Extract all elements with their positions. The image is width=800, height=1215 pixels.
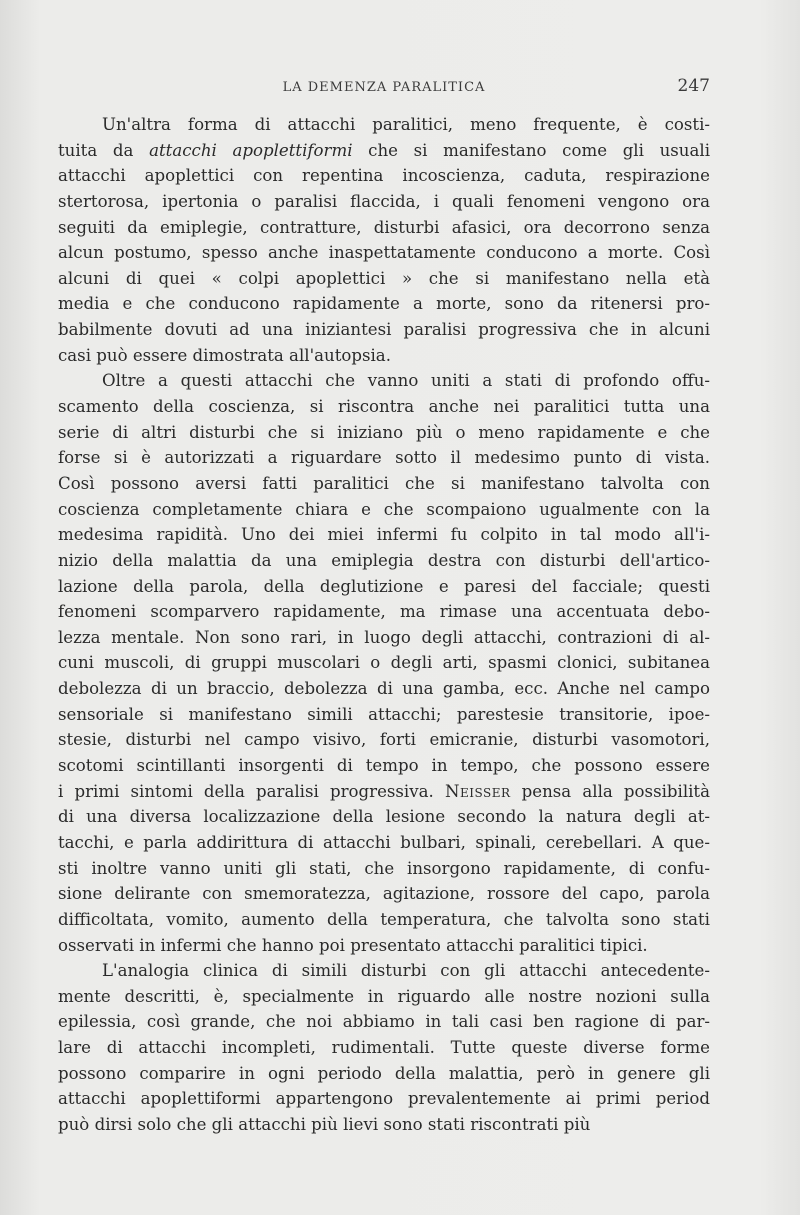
text-line bbox=[58, 702, 710, 728]
text-line bbox=[58, 984, 710, 1010]
text-line bbox=[58, 804, 710, 830]
text-line bbox=[58, 1061, 710, 1087]
line-text: di una diversa localizzazione della lesione secondo la natura degli at- bbox=[58, 807, 710, 827]
text-line bbox=[58, 240, 710, 266]
line-text: tuita da bbox=[58, 140, 150, 160]
line-text: sione delirante con smemoratezza, agitazione, rossore del capo, parola bbox=[58, 884, 710, 904]
line-text: può dirsi solo che gli attacchi più lievi sono stati riscontrati più bbox=[58, 1114, 591, 1134]
author-name: Neisser bbox=[444, 781, 511, 801]
text-line bbox=[58, 394, 710, 420]
text-line bbox=[58, 727, 710, 753]
line-text: forse si è autorizzati a riguardare sotto il medesimo punto di vista. bbox=[58, 448, 710, 468]
text-line bbox=[58, 548, 710, 574]
text-line bbox=[58, 676, 710, 702]
line-text: lezza mentale. Non sono rari, in luogo degli attacchi, contrazioni di al- bbox=[58, 627, 710, 647]
line-text: stertorosa, ipertonia o paralisi flaccida, i quali fenomeni vengono ora bbox=[58, 191, 710, 211]
text-line bbox=[58, 343, 710, 369]
line-text: difficoltata, vomito, aumento della temperatura, che talvolta sono stati bbox=[58, 909, 710, 929]
line-text: medesima rapidità. Uno dei miei infermi fu colpito in tal modo all'i- bbox=[58, 525, 710, 545]
body-text bbox=[58, 112, 710, 1138]
text-line bbox=[58, 368, 710, 394]
text-line bbox=[58, 522, 710, 548]
line-text: casi può essere dimostrata all'autopsia. bbox=[58, 345, 391, 365]
text-line bbox=[58, 907, 710, 933]
italic-term: attacchi apoplettiformi bbox=[149, 140, 353, 160]
line-text: epilessia, così grande, che noi abbiamo in tali casi ben ragione di par- bbox=[58, 1012, 710, 1032]
text-line bbox=[58, 291, 710, 317]
line-text: babilmente dovuti ad una iniziantesi paralisi progressiva che in alcuni bbox=[58, 320, 710, 340]
line-text: cuni muscoli, di gruppi muscolari o degli arti, spasmi clonici, subitanea bbox=[58, 653, 710, 673]
line-text: osservati in infermi che hanno poi presentato attacchi paralitici tipici. bbox=[58, 935, 648, 955]
line-text: scamento della coscienza, si riscontra anche nei paralitici tutta una bbox=[58, 397, 710, 417]
line-text: sensoriale si manifestano simili attacchi; parestesie transitorie, ipoe- bbox=[58, 704, 710, 724]
line-text: lare di attacchi incompleti, rudimentali. Tutte queste diverse forme bbox=[58, 1038, 710, 1058]
text-line bbox=[58, 138, 710, 164]
line-text: coscienza completamente chiara e che scompaiono ugualmente con la bbox=[58, 499, 710, 519]
line-text: seguiti da emiplegie, contratture, disturbi afasici, ora decorrono senza bbox=[58, 217, 710, 237]
line-text: possono comparire in ogni periodo della malattia, però in genere gli bbox=[58, 1063, 710, 1083]
line-text: lazione della parola, della deglutizione e paresi del facciale; questi bbox=[58, 576, 710, 596]
text-line bbox=[58, 445, 710, 471]
text-line bbox=[58, 266, 710, 292]
text-line bbox=[58, 625, 710, 651]
line-text: serie di altri disturbi che si iniziano più o meno rapidamente e che bbox=[58, 422, 710, 442]
line-text: attacchi apoplettici con repentina incoscienza, caduta, respirazione bbox=[58, 166, 710, 186]
text-line bbox=[58, 471, 710, 497]
line-text: Così possono aversi fatti paralitici che si manifestano talvolta con bbox=[58, 473, 710, 493]
line-text: attacchi apoplettiformi appartengono prevalentemente ai primi period bbox=[58, 1089, 710, 1109]
text-line bbox=[58, 779, 710, 805]
text-line bbox=[58, 163, 710, 189]
line-text: mente descritti, è, specialmente in riguardo alle nostre nozioni sulla bbox=[58, 986, 710, 1006]
paragraph-2 bbox=[58, 368, 710, 958]
line-text: media e che conducono rapidamente a morte, sono da ritenersi pro- bbox=[58, 294, 710, 314]
text-line bbox=[58, 1112, 710, 1138]
running-title: LA DEMENZA PARALITICA bbox=[282, 80, 486, 95]
text-line bbox=[58, 1009, 710, 1035]
line-text: i primi sintomi della paralisi progressiva. bbox=[58, 781, 445, 801]
line-text: debolezza di un braccio, debolezza di una gamba, ecc. Anche nel campo bbox=[58, 679, 710, 699]
text-line bbox=[58, 830, 710, 856]
line-text: scotomi scintillanti insorgenti di tempo in tempo, che possono essere bbox=[58, 756, 710, 776]
page-number: 247 bbox=[677, 76, 710, 96]
text-line bbox=[58, 599, 710, 625]
line-text: L'analogia clinica di simili disturbi con gli attacchi antecedente- bbox=[102, 961, 710, 981]
line-text: tacchi, e parla addirittura di attacchi bulbari, spinali, cerebellari. A que- bbox=[58, 832, 710, 852]
paragraph-1 bbox=[58, 112, 710, 368]
text-line bbox=[58, 420, 710, 446]
line-text: alcuni di quei « colpi apoplettici » che si manifestano nella età bbox=[58, 268, 710, 288]
text-line bbox=[58, 317, 710, 343]
line-text: pensa alla possibilità bbox=[510, 781, 710, 801]
text-line bbox=[58, 753, 710, 779]
line-text: nizio della malattia da una emiplegia destra con disturbi dell'artico- bbox=[58, 550, 710, 570]
text-line bbox=[58, 856, 710, 882]
line-text: Un'altra forma di attacchi paralitici, meno frequente, è costi- bbox=[102, 115, 710, 134]
text-line bbox=[58, 215, 710, 241]
line-text: fenomeni scomparvero rapidamente, ma rimase una accentuata debo- bbox=[58, 602, 710, 622]
text-line bbox=[58, 650, 710, 676]
line-text: stesie, disturbi nel campo visivo, forti emicranie, disturbi vasomotori, bbox=[58, 730, 710, 750]
running-header bbox=[58, 76, 710, 100]
text-line bbox=[58, 497, 710, 523]
line-text: sti inoltre vanno uniti gli stati, che insorgono rapidamente, di confu- bbox=[58, 858, 710, 878]
text-line bbox=[58, 112, 710, 138]
text-line bbox=[58, 933, 710, 959]
text-line bbox=[58, 881, 710, 907]
text-line bbox=[58, 1035, 710, 1061]
text-line bbox=[58, 1086, 710, 1112]
paragraph-3 bbox=[58, 958, 710, 1137]
line-text: Oltre a questi attacchi che vanno uniti a stati di profondo offu- bbox=[102, 371, 710, 391]
text-line bbox=[58, 189, 710, 215]
text-line bbox=[58, 574, 710, 600]
line-text: alcun postumo, spesso anche inaspettatamente conducono a morte. Così bbox=[58, 243, 710, 263]
text-line bbox=[58, 958, 710, 984]
line-text: che si manifestano come gli usuali bbox=[352, 140, 710, 160]
